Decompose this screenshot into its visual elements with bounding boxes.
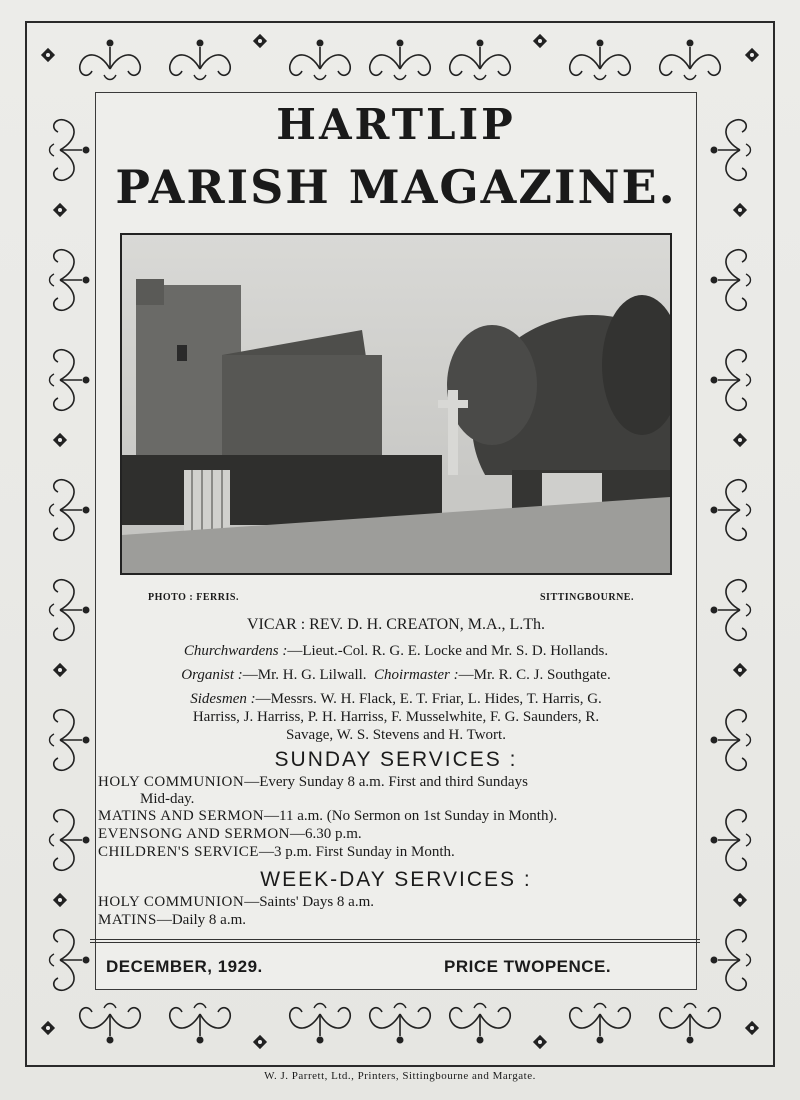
issue-date: DECEMBER, 1929. bbox=[106, 957, 263, 976]
weekday-services-heading: WEEK-DAY SERVICES : bbox=[260, 868, 532, 891]
sunday-service-3: EVENSONG AND SERMON—6.30 p.m. bbox=[98, 826, 362, 842]
organist-line bbox=[90, 666, 702, 684]
printer-imprint: W. J. Parrett, Ltd., Printers, Sittingbourne and Margate. bbox=[264, 1070, 536, 1082]
sunday-service-4: CHILDREN'S SERVICE—3 p.m. First Sunday in Month. bbox=[98, 844, 455, 860]
photo-location: SITTINGBOURNE. bbox=[540, 592, 634, 603]
churchwardens-label: Churchwardens : bbox=[183, 643, 288, 659]
masthead-title-line2: PARISH MAGAZINE. bbox=[115, 160, 677, 214]
weekday-service-2: MATINS—Daily 8 a.m. bbox=[98, 912, 246, 928]
sunday-service-1-cont: Mid-day. bbox=[140, 791, 195, 807]
photo-credit: PHOTO : FERRIS. bbox=[148, 592, 239, 603]
sidesmen-names-1: —Messrs. W. H. Flack, E. T. Friar, L. Hides, T. Harris, G. bbox=[255, 691, 602, 707]
masthead-title-line1: HARTLIP bbox=[276, 100, 516, 149]
churchwardens-line bbox=[90, 642, 702, 660]
divider-rule-2 bbox=[90, 942, 700, 943]
church-photo bbox=[120, 233, 672, 575]
vicar-line: VICAR : REV. D. H. CREATON, M.A., L.Th. bbox=[246, 616, 546, 633]
choirmaster-label: Choirmaster : bbox=[374, 667, 459, 683]
sidesmen-label: Sidesmen : bbox=[190, 691, 256, 707]
issue-price: PRICE TWOPENCE. bbox=[444, 957, 612, 976]
sidesmen-line2: Harriss, J. Harriss, P. H. Harriss, F. Musselwhite, F. G. Saunders, R. bbox=[192, 709, 600, 725]
sidesmen-line1 bbox=[90, 690, 702, 708]
sunday-service-1: HOLY COMMUNION—Every Sunday 8 a.m. First and third Sundays bbox=[98, 774, 528, 790]
organist-name: —Mr. H. G. Lilwall. bbox=[242, 667, 367, 683]
sidesmen-line3: Savage, W. S. Stevens and H. Twort. bbox=[286, 727, 506, 743]
organist-label: Organist : bbox=[181, 667, 243, 683]
sunday-services-heading: SUNDAY SERVICES : bbox=[274, 748, 518, 771]
divider-rule bbox=[90, 939, 700, 940]
choirmaster-name: —Mr. R. C. J. Southgate. bbox=[458, 667, 611, 683]
weekday-service-1: HOLY COMMUNION—Saints' Days 8 a.m. bbox=[98, 894, 374, 910]
sunday-service-2: MATINS AND SERMON—11 a.m. (No Sermon on 1st Sunday in Month). bbox=[98, 808, 558, 824]
churchwardens-names: —Lieut.-Col. R. G. E. Locke and Mr. S. D. Hollands. bbox=[287, 643, 609, 659]
